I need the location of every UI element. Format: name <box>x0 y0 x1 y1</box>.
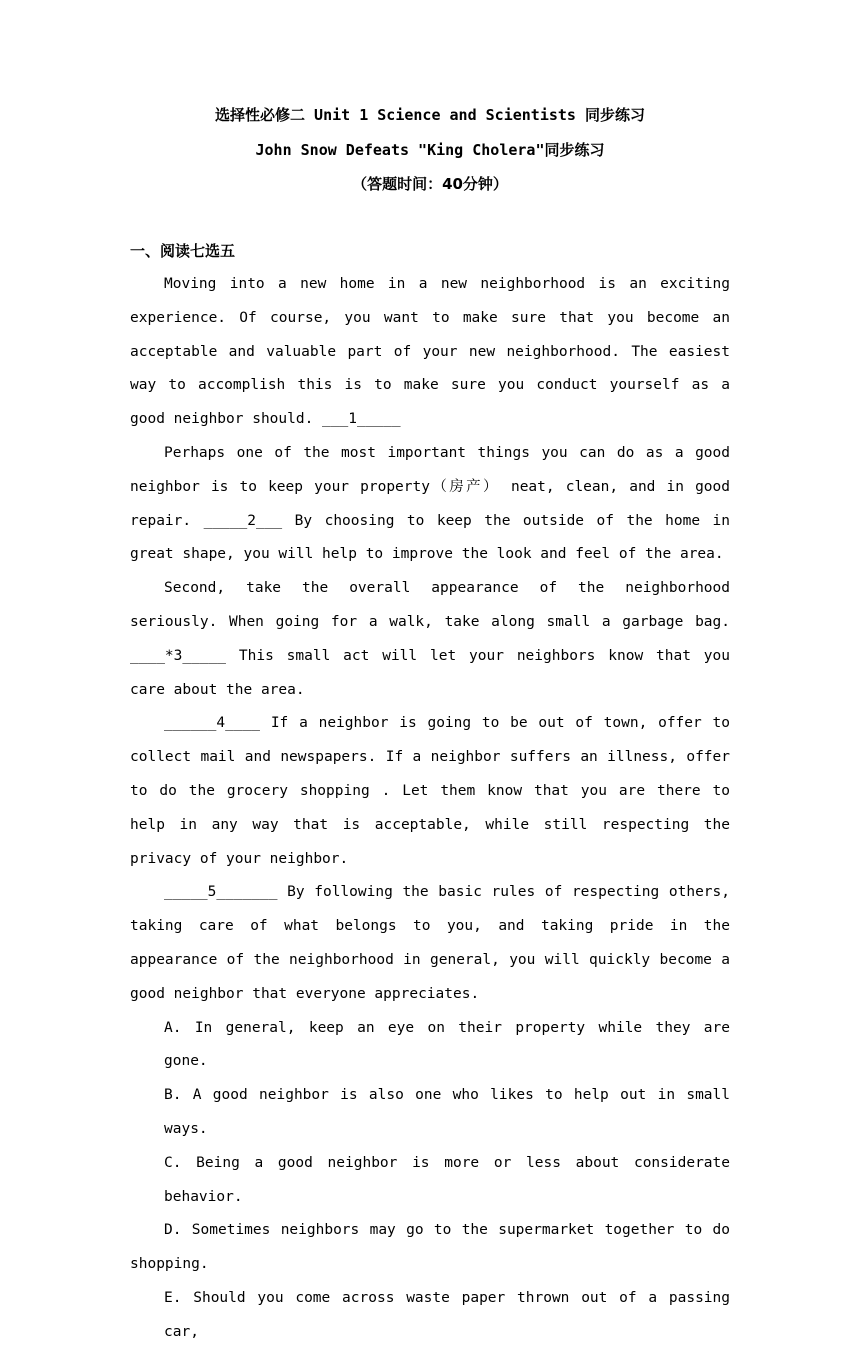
passage-paragraph: Second, take the overall appearance of the neighborhood seriously. When going for a walk, take along small a garbage bag. ____*3_____ This small act will let your neighbors know that you care about the area. <box>130 580 730 698</box>
section-heading: 一、阅读七选五 <box>130 242 236 260</box>
answer-option-d: D. Sometimes neighbors may go to the supermarket together to do shopping. <box>130 1222 730 1273</box>
document-title: 选择性必修二 Unit 1 Science and Scientists 同步练习 <box>215 106 645 124</box>
passage-paragraph: _____5_______ By following the basic rules of respecting others, taking care of what belongs to you, and taking pride in the appearance of the neighborhood in general, you will quickly become a good neighbor that everyone appreciates. <box>130 884 730 1002</box>
passage-paragraph: Perhaps one of the most important things you can do as a good neighbor is to keep your property（房产） neat, clean, and in good repair. _____2___ By choosing to keep the outside of the home in great shape, you will help to improve the look and feel of the area. <box>130 444 730 563</box>
reading-passage <box>130 268 730 1350</box>
document-subtitle: John Snow Defeats "King Cholera"同步练习 <box>255 141 605 159</box>
answer-option-a: A. In general, keep an eye on their property while they are gone. <box>164 1019 730 1070</box>
answer-option-c: C. Being a good neighbor is more or less about considerate behavior. <box>164 1154 730 1205</box>
passage-paragraph: ______4____ If a neighbor is going to be out of town, offer to collect mail and newspapers. If a neighbor suffers an illness, offer to do the grocery shopping . Let them know that you are there to help in any way that is acceptable, while still respecting the privacy of your neighbor. <box>130 715 730 867</box>
time-note: （答题时间：40分钟） <box>352 175 508 193</box>
answer-option-e: E. Should you come across waste paper thrown out of a passing car, <box>164 1289 730 1340</box>
passage-paragraph: Moving into a new home in a new neighborhood is an exciting experience. Of course, you want to make sure that you become an acceptable and valuable part of your new neighborhood. The easiest way to accomplish this is to make sure you conduct yourself as a good neighbor should. ___1_____ <box>130 276 730 428</box>
answer-option-b: B. A good neighbor is also one who likes to help out in small ways. <box>164 1087 730 1137</box>
